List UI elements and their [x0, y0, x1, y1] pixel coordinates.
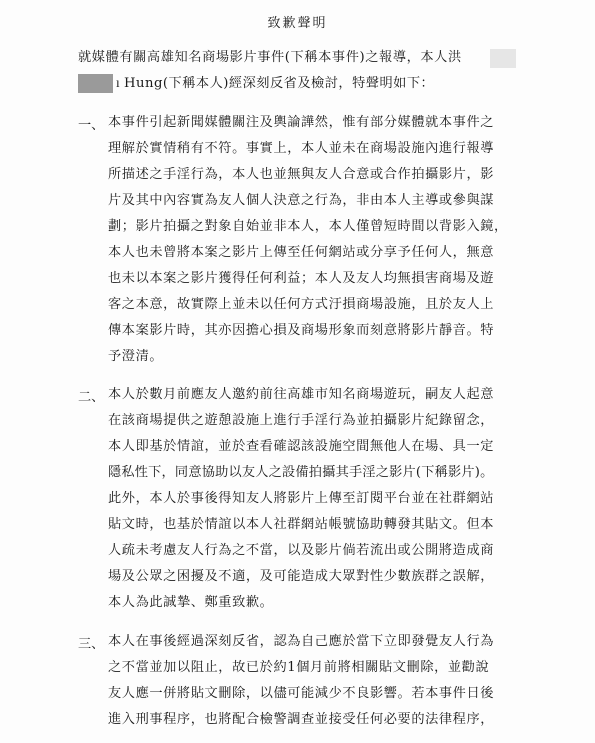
section-3-line: 本人在事後經過深刻反省，認為自己應於當下立即發覺友人行為 [108, 634, 495, 649]
redaction-block [78, 74, 113, 93]
section-3-line: 進入刑事程序，也將配合檢警調查並接受任何必要的法律程序， [108, 712, 495, 727]
section-3-marker: 三、 [78, 637, 105, 652]
section-1-line: 予澄清。 [108, 349, 164, 364]
section-1-line: 傳本案影片時，其亦因擔心損及商場形象而刻意將影片靜音。特 [108, 323, 495, 338]
section-1-line: 客之本意，故實際上並未以任何方式汙損商場設施，且於友人上 [108, 297, 495, 312]
intro-line-1: 就媒體有關高雄知名商場影片事件(下稱本事件)之報導，本人洪 [78, 50, 462, 65]
intro-line-2: ı Hung(下稱本人)經深刻反省及檢討，特聲明如下： [116, 75, 435, 91]
document-title: 致歉聲明 [267, 16, 328, 31]
section-2-line: 本人為此誠摯、鄭重致歉。 [108, 595, 274, 610]
section-2-marker: 二、 [78, 390, 105, 405]
section-1-line: 也未以本案之影片獲得任何利益；本人及友人均無損害商場及遊 [108, 271, 495, 286]
section-2-line: 此外，本人於事後得知友人將影片上傳至訂閱平台並在社群網站 [108, 491, 495, 506]
section-2-line: 在該商場提供之遊憩設施上進行手淫行為並拍攝影片紀錄留念， [108, 413, 495, 428]
redaction-block [490, 49, 516, 68]
intro-line-2-text: Hung(下稱本人)經深刻反省及檢討，特聲明如下： [123, 76, 435, 91]
section-1-line: 理解於實情稍有不符。事實上，本人並未在商場設施內進行報導 [108, 141, 495, 156]
section-3-line: 友人應一併將貼文刪除，以儘可能減少不良影響。若本事件日後 [108, 686, 495, 701]
section-2-line: 貼文時，也基於情誼以本人社群網站帳號協助轉發其貼文。但本 [108, 517, 495, 532]
section-2-line: 隱私性下，同意協助以友人之設備拍攝其手淫之影片(下稱影片)。 [108, 465, 494, 480]
section-2-line: 場及公眾之困擾及不適，及可能造成大眾對性少數族群之誤解， [108, 569, 495, 584]
section-2-line: 本人於數月前應友人邀約前往高雄市知名商場遊玩，嗣友人起意 [108, 387, 495, 402]
section-1-line: 劃；影片拍攝之對象自始並非本人，本人僅曾短時間以背影入鏡， [108, 219, 508, 234]
section-3-line: 之不當並加以阻止，故已於約1個月前將相關貼文刪除，並勸說 [108, 660, 490, 675]
section-1-marker: 一、 [78, 118, 105, 133]
section-2-line: 本人即基於情誼，並於查看確認該設施空間無他人在場、具一定 [108, 439, 495, 454]
section-1-line: 本事件引起新聞媒體關注及輿論譁然，惟有部分媒體就本事件之 [108, 115, 495, 130]
section-1-line: 片及其中內容實為友人個人決意之行為，非由本人主導或參與謀 [108, 193, 495, 208]
section-2-line: 人疏未考慮友人行為之不當，以及影片倘若流出或公開將造成商 [108, 543, 495, 558]
section-1-line: 所描述之手淫行為，本人也並無與友人合意或合作拍攝影片，影 [108, 167, 495, 182]
section-1-line: 本人也未曾將本案之影片上傳至任何網站或分享予任何人，無意 [108, 245, 495, 260]
